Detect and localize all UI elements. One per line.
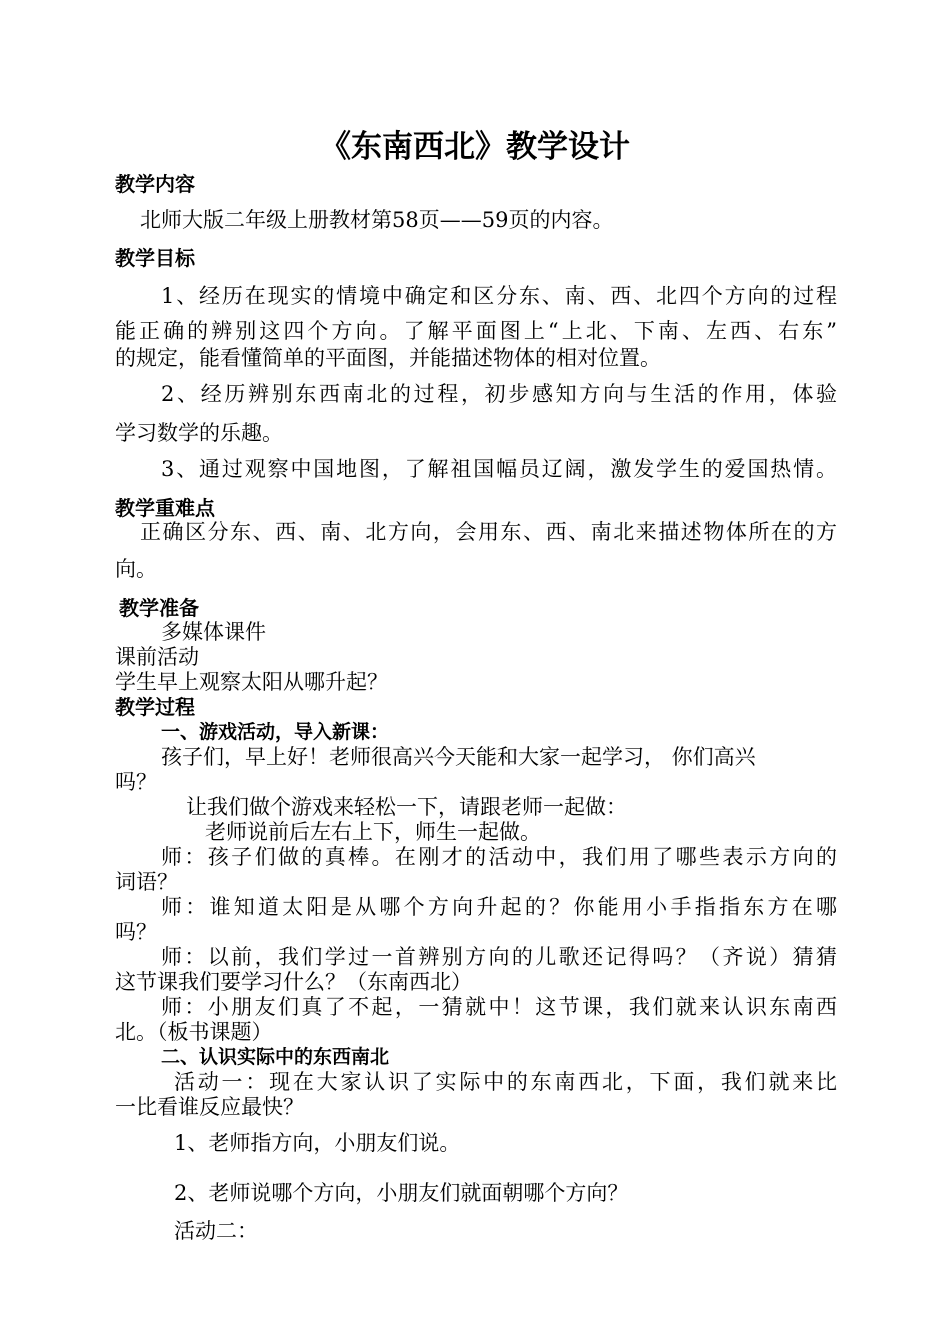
teaching-content-text: 北师大版二年级上册教材第58页——59页的内容。 (140, 208, 614, 232)
process-p3: 老师说前后左右上下，师生一起做。 (205, 820, 541, 844)
activity-1-line-1: 活动一：现在大家认识了实际中的东南西北，下面，我们就来比 (174, 1070, 837, 1094)
activity-1-item-2: 2、老师说哪个方向，小朋友们就面朝哪个方向？ (174, 1181, 629, 1205)
prep-item: 多媒体课件 (161, 620, 266, 644)
process-p7-line-2: 北。（板书课题） (115, 1020, 273, 1044)
activity-1-line-2: 一比看谁反应最快？ (115, 1095, 304, 1119)
preclass-text: 学生早上观察太阳从哪升起？ (115, 670, 388, 694)
process-p7-line-1: 师：小朋友们真了不起，一猜就中！这节课，我们就来认识东南西 (161, 995, 837, 1019)
preclass-label: 课前活动 (115, 645, 199, 669)
process-p5-line-1: 师：谁知道太阳是从哪个方向升起的？你能用小手指指东方在哪 (161, 895, 837, 919)
goal-1-line-1: 1、经历在现实的情境中确定和区分东、南、西、北四个方向的过程 (161, 284, 837, 308)
process-p1-line-2: 吗？ (115, 770, 157, 794)
activity-2-label: 活动二： (174, 1219, 258, 1243)
key-points-line-2: 向。 (115, 557, 157, 581)
process-p4-line-2: 词语？ (115, 870, 178, 894)
key-points-line-1: 正确区分东、西、南、北方向，会用东、西、南北来描述物体所在的方 (140, 520, 837, 544)
process-part-2-heading: 二、认识实际中的东西南北 (161, 1046, 390, 1068)
heading-teaching-goals: 教学目标 (115, 246, 195, 270)
process-p2: 让我们做个游戏来轻松一下，请跟老师一起做： (186, 795, 627, 819)
document-title: 《东南西北》教学设计 (320, 129, 630, 165)
goal-2-line-2: 学习数学的乐趣。 (115, 421, 283, 445)
process-p6-line-2: 这节课我们要学习什么？（东南西北） (115, 970, 472, 994)
heading-teaching-content: 教学内容 (115, 172, 195, 196)
heading-teaching-process: 教学过程 (115, 695, 195, 719)
process-p6-line-1: 师：以前，我们学过一首辨别方向的儿歌还记得吗？（齐说）猜猜 (161, 945, 837, 969)
process-p5-line-2: 吗？ (115, 920, 157, 944)
process-p1-line-1: 孩子们，早上好！老师很高兴今天能和大家一起学习， 你们高兴 (161, 745, 756, 769)
activity-1-item-1: 1、老师指方向，小朋友们说。 (174, 1131, 461, 1155)
goal-3-line-1: 3、通过观察中国地图，了解祖国幅员辽阔，激发学生的爱国热情。 (161, 457, 837, 481)
goal-1-line-3: 的规定，能看懂简单的平面图，并能描述物体的相对位置。 (115, 346, 661, 370)
process-part-1-heading: 一、游戏活动，导入新课： (161, 721, 390, 743)
heading-key-points: 教学重难点 (115, 496, 215, 520)
heading-teaching-prep: 教学准备 (119, 596, 199, 620)
process-p4-line-1: 师：孩子们做的真棒。在刚才的活动中，我们用了哪些表示方向的 (161, 845, 837, 869)
goal-1-line-2: 能正确的辨别这四个方向。了解平面图上“上北、下南、左西、右东” (115, 319, 837, 343)
goal-2-line-1: 2、经历辨别东西南北的过程，初步感知方向与生活的作用，体验 (161, 382, 837, 406)
